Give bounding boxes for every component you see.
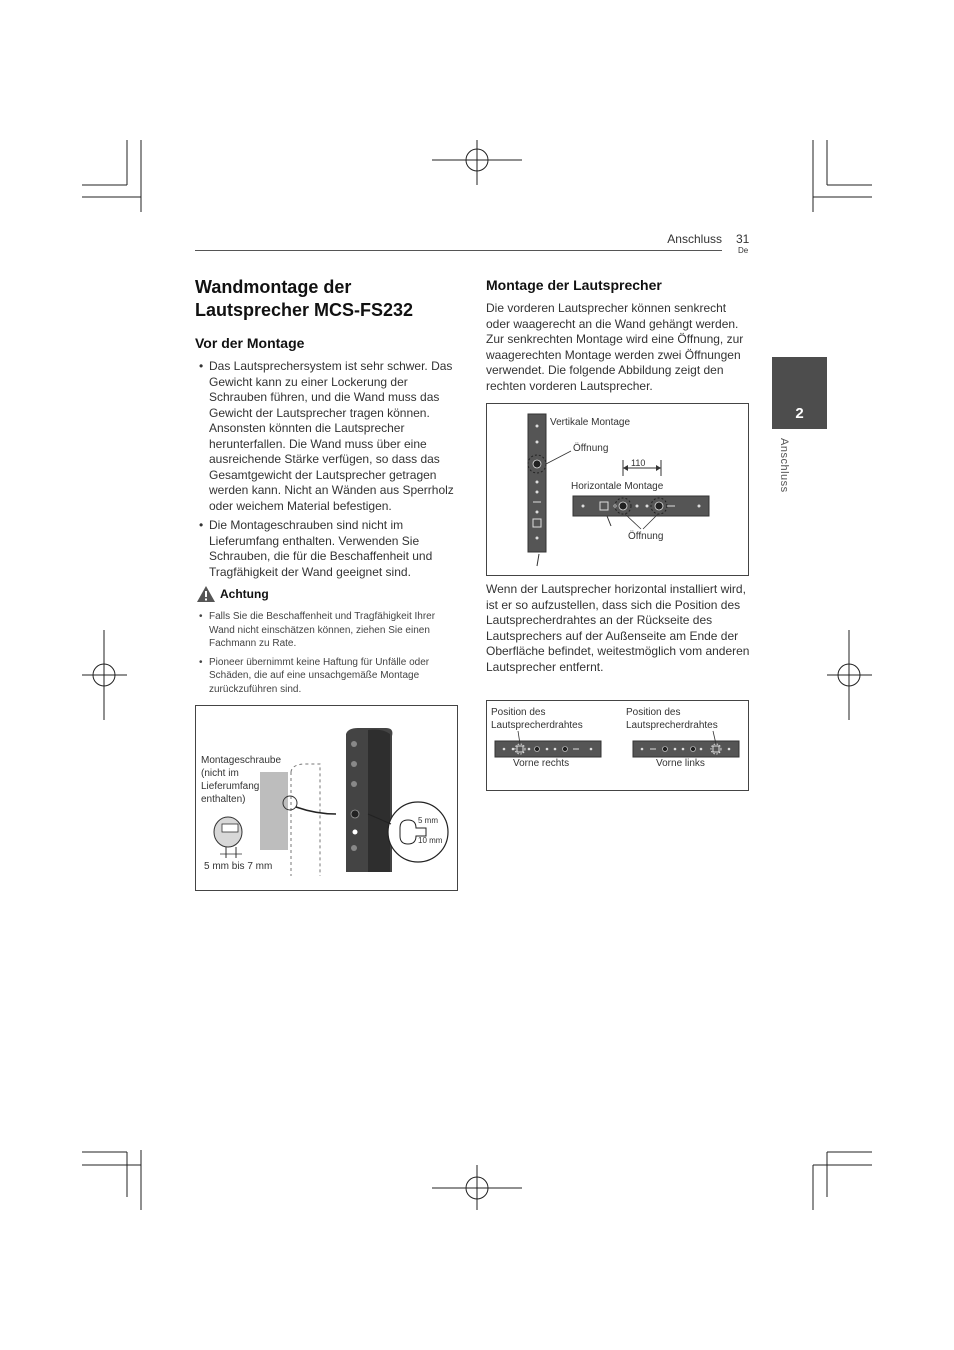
wire-position-figure <box>486 700 749 791</box>
screw-label-line-2: (nicht im <box>201 768 239 779</box>
dimension-10mm: 10 mm <box>418 836 443 845</box>
opening-label-bottom: Öffnung <box>628 531 664 542</box>
registration-target <box>432 140 522 185</box>
chapter-number: 2 <box>795 405 804 422</box>
screw-range-label: 5 mm bis 7 mm <box>204 861 273 872</box>
list-item: • Die Montageschrauben sind nicht im Lieferumfang enthalten. Verwenden Sie Schrauben, die für die Beschaffenheit und Tragfähigkeit der Wand geeignet sind. <box>197 518 460 580</box>
vertical-mounting-label: Vertikale Montage <box>550 417 631 428</box>
precaution-list <box>197 359 460 584</box>
keyhole-opening <box>351 810 359 818</box>
language-code: De <box>738 246 749 255</box>
left-wire-label-line-2: Lautsprecherdrahtes <box>491 720 583 731</box>
intro-paragraph: Die vorderen Lautsprecher können senkrecht oder waagerecht an die Wand gehängt werden. Zur senkrechten Montage wird eine Öffnung, zur waagerechten Montage werden zwei Öffnungen verwendet. Die folgende Abbildung zeigt den rechten vorderen Lautsprecher. <box>486 301 744 393</box>
title-line-1: Wandmontage der <box>195 277 352 297</box>
spacing-value: 110 <box>631 458 646 468</box>
list-item: • Pioneer übernimmt keine Haftung für Unfälle oder Schäden, die auf eine unsachgemäße Montage zurückzuführen sind. <box>197 656 460 697</box>
caution-label: Achtung <box>220 587 269 601</box>
right-wire-label-line-1: Position des <box>626 707 681 718</box>
screw-label-line-4: enthalten) <box>201 794 246 805</box>
chapter-tab-label: Anschluss <box>778 438 790 493</box>
wall-block <box>260 772 288 850</box>
screw-label-line-3: Lieferumfang <box>201 781 260 792</box>
title-line-2: Lautsprecher MCS-FS232 <box>195 300 414 320</box>
subheading-mounting-speakers: Montage der Lautsprecher <box>486 277 662 293</box>
dimension-5mm: 5 mm <box>418 816 438 825</box>
wire-position-paragraph: Wenn der Lautsprecher horizontal installiert wird, ist er so aufzustellen, dass sich die Position des Lautsprecherdrahtes an der Rückseite des Lautsprechers auf der Außenseite am Ende der Oberfläche befindet, weitestmöglich vom anderen Lautsprecher entfernt. <box>486 582 750 674</box>
list-item: • Das Lautsprechersystem ist sehr schwer. Das Gewicht kann zu einer Lockerung der Schrauben führen, und die Wand muss das Gewicht der Lautsprecher tragen können. Ansonsten könnten die Lautsprecher herunterfallen. Die Wand muss über eine ausreichende Stärke verfügen, so dass das Gesamtgewicht der Lautsprecher getragen werden kann. Nicht an Wänden aus Sperrholz oder weichem Material befestigen. <box>197 359 460 514</box>
horizontal-speaker <box>573 496 709 516</box>
right-wire-label-line-2: Lautsprecherdrahtes <box>626 720 718 731</box>
screw-head <box>222 824 238 832</box>
header-rule <box>195 250 722 251</box>
front-right-caption: Vorne rechts <box>513 758 570 769</box>
speaker-outline-dashed <box>291 764 320 876</box>
registration-target <box>432 1165 522 1210</box>
registration-target <box>82 630 127 720</box>
horizontal-mounting-label: Horizontale Montage <box>571 481 664 492</box>
page-title <box>195 276 455 322</box>
screw-mounting-figure <box>195 705 458 891</box>
front-left-speaker <box>633 741 739 757</box>
header-section: Anschluss <box>667 232 722 246</box>
list-item: • Falls Sie die Beschaffenheit und Tragfähigkeit Ihrer Wand nicht einschätzen können, ziehen Sie einen Fachmann zu Rate. <box>197 610 460 651</box>
page-number: 31 <box>736 232 750 246</box>
chapter-tab <box>772 357 827 429</box>
mounting-orientation-figure <box>486 403 749 576</box>
pointer-arrow <box>296 807 336 814</box>
left-wire-label-line-1: Position des <box>491 707 546 718</box>
registration-target <box>827 630 872 720</box>
caution-list <box>197 610 460 701</box>
front-left-caption: Vorne links <box>656 758 705 769</box>
caution-heading <box>196 584 269 604</box>
warning-icon <box>196 585 216 603</box>
opening-label-top: Öffnung <box>573 443 609 454</box>
subheading-before-mounting: Vor der Montage <box>195 335 305 351</box>
screw-label-line-1: Montageschraube <box>201 755 282 766</box>
